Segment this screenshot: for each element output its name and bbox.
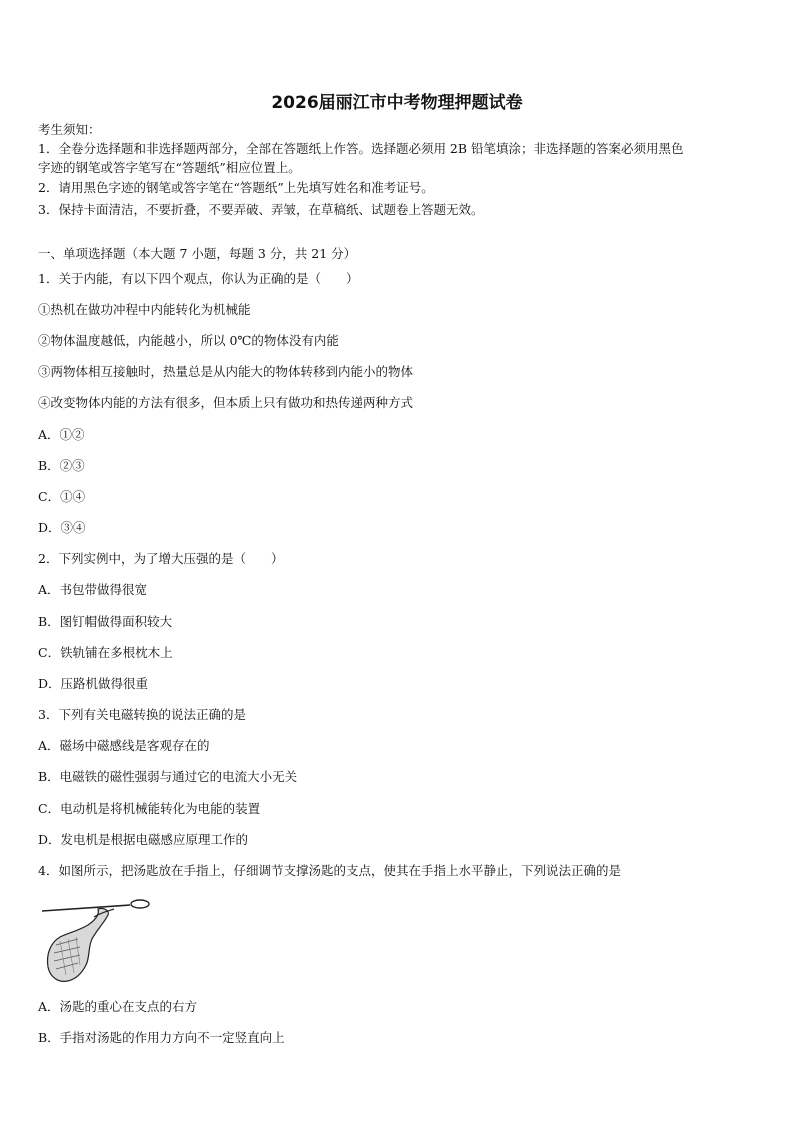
answer-option: D．发电机是根据电磁感应原理工作的 <box>38 832 249 847</box>
question-stem: 3．下列有关电磁转换的说法正确的是 <box>38 707 246 722</box>
answer-option: A．汤匙的重心在支点的右方 <box>38 999 198 1014</box>
answer-option: B．手指对汤匙的作用力方向不一定竖直向上 <box>38 1030 285 1045</box>
question-statement: ①热机在做功冲程中内能转化为机械能 <box>38 302 251 317</box>
question-statement: ④改变物体内能的方法有很多，但本质上只有做功和热传递两种方式 <box>38 395 414 410</box>
hand-spoon-figure <box>38 895 153 987</box>
answer-option: B．②③ <box>38 458 85 473</box>
answer-option: C．电动机是将机械能转化为电能的装置 <box>38 801 261 816</box>
notice-line: 1．全卷分选择题和非选择题两部分，全部在答题纸上作答。选择题必须用 2B 铅笔填涂；非选择题的答案必须用黑色 <box>38 141 684 156</box>
question-statement: ②物体温度越低，内能越小，所以 0℃的物体没有内能 <box>38 333 339 348</box>
answer-option: A．①② <box>38 427 85 442</box>
answer-option: B．图钉帽做得面积较大 <box>38 614 173 629</box>
notice-line: 2．请用黑色字迹的钢笔或答字笔在“答题纸”上先填写姓名和准考证号。 <box>38 180 434 195</box>
notice-heading: 考生须知： <box>38 122 101 137</box>
question-statement: ③两物体相互接触时，热量总是从内能大的物体转移到内能小的物体 <box>38 364 414 379</box>
question-stem: 4．如图所示，把汤匙放在手指上，仔细调节支撑汤匙的支点，使其在手指上水平静止，下列说法正确的是 <box>38 863 621 878</box>
answer-option: C．①④ <box>38 489 86 504</box>
section-heading: 一、单项选择题（本大题 7 小题，每题 3 分，共 21 分） <box>38 246 357 261</box>
answer-option: C．铁轨铺在多根枕木上 <box>38 645 173 660</box>
notice-line: 3．保持卡面清洁，不要折叠，不要弄破、弄皱，在草稿纸、试题卷上答题无效。 <box>38 202 484 217</box>
answer-option: D．压路机做得很重 <box>38 676 149 691</box>
hand-icon <box>48 908 115 981</box>
question-stem: 1．关于内能，有以下四个观点，你认为正确的是（ ） <box>38 271 359 286</box>
answer-option: B．电磁铁的磁性强弱与通过它的电流大小无关 <box>38 769 298 784</box>
spoon-icon <box>42 900 149 911</box>
page-title: 2026届丽江市中考物理押题试卷 <box>271 93 523 113</box>
notice-line: 字迹的钢笔或答字笔写在“答题纸”相应位置上。 <box>38 160 301 175</box>
answer-option: A．磁场中磁感线是客观存在的 <box>38 738 210 753</box>
answer-option: A．书包带做得很宽 <box>38 582 148 597</box>
question-stem: 2．下列实例中，为了增大压强的是（ ） <box>38 551 284 566</box>
answer-option: D．③④ <box>38 520 86 535</box>
